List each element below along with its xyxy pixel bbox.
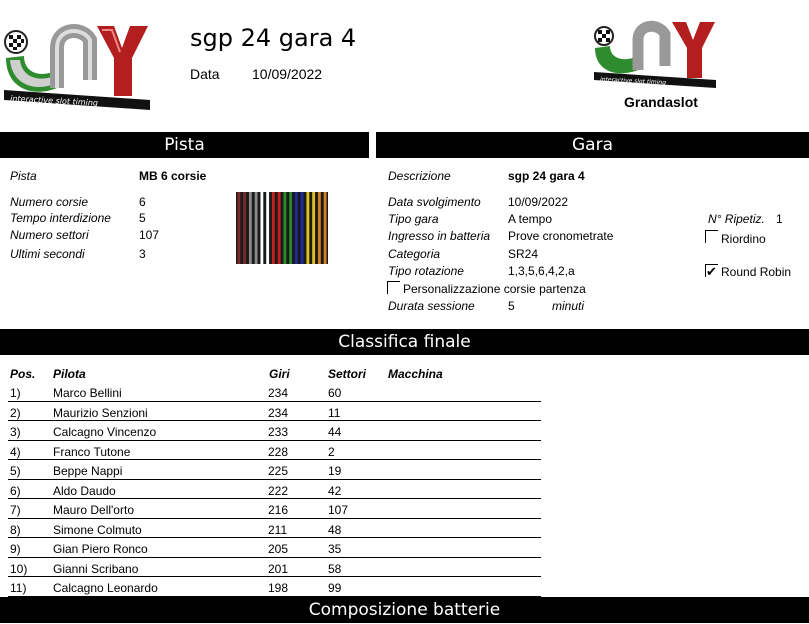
logo-left [2,8,152,112]
cell-pos: 6) [10,483,21,498]
organizer-name: Grandaslot [624,94,698,110]
cell-pilota: Mauro Dell'orto [53,503,134,517]
col-giri-header: Giri [269,367,290,381]
cell-pilota: Calcagno Vincenzo [53,425,157,439]
lane-stripe [324,192,327,264]
numero-settori-label: Numero settori [10,228,89,242]
lane-stripe [289,192,292,264]
cell-pilota: Marco Bellini [53,386,122,400]
lane-stripe [260,192,263,264]
numero-corsie-label: Numero corsie [10,195,89,209]
batterie-heading: Composizione batterie [0,597,809,623]
table-row [8,382,541,402]
data-svolgimento-label: Data svolgimento [388,195,481,209]
tipo-gara-label: Tipo gara [388,212,439,226]
table-row [8,499,541,519]
descrizione-value: sgp 24 gara 4 [508,169,585,183]
durata-sessione-value: 5 [508,299,515,313]
cell-settori: 58 [328,561,342,576]
table-row [8,421,541,441]
cell-pilota: Gian Piero Ronco [53,542,148,556]
col-settori-header: Settori [328,367,367,381]
lane-stripe [243,192,246,264]
cell-pos: 4) [10,444,21,459]
cell-pilota: Simone Colmuto [53,522,142,537]
report-title: sgp 24 gara 4 [190,24,357,52]
cell-pos: 11) [10,581,27,595]
numero-settori-value: 107 [139,228,160,242]
track-lanes-image [236,192,328,264]
lane-stripe [272,192,275,264]
ingresso-batteria-label: Ingresso in batteria [388,229,491,243]
ultimi-secondi-value: 3 [139,247,146,261]
cell-pos: 10) [10,561,28,576]
round-robin-label: Round Robin [721,265,792,279]
categoria-label: Categoria [388,247,441,261]
col-pilota-header: Pilota [53,367,86,381]
lane-stripe [306,192,309,264]
table-row [8,402,541,422]
table-row [8,480,541,500]
pista-heading: Pista [0,132,369,158]
cell-settori: 44 [328,425,342,439]
cell-settori: 19 [328,464,342,478]
lane-stripe [295,192,298,264]
cell-giri: 205 [268,542,289,556]
ultimi-secondi-label: Ultimi secondi [10,247,85,261]
cell-pilota: Franco Tutone [53,444,131,459]
tempo-interdizione-value: 5 [139,211,146,225]
ripetiz-label: N° Ripetiz. [708,212,765,226]
cell-pos: 9) [10,542,21,556]
pista-name-value: MB 6 corsie [139,169,207,183]
durata-sessione-label: Durata sessione [388,299,475,313]
cell-giri: 201 [268,561,289,576]
cell-settori: 11 [328,405,341,420]
lane-stripe [278,192,281,264]
categoria-value: SR24 [508,247,539,261]
riordino-checkbox[interactable] [705,230,718,243]
table-row [8,538,541,558]
cell-pos: 2) [10,405,21,420]
data-svolgimento-value: 10/09/2022 [508,195,569,209]
lane-stripe [249,192,252,264]
logo-right [590,10,720,90]
cell-giri: 225 [268,464,289,478]
logo-tagline: interactive slot timing [9,94,99,108]
table-row [8,558,541,578]
numero-corsie-value: 6 [139,195,146,209]
cell-pilota: Gianni Scribano [53,561,139,576]
tipo-gara-value: A tempo [508,212,553,226]
cell-giri: 228 [268,444,289,459]
check-icon: ✔ [706,264,717,279]
cell-giri: 198 [268,581,289,595]
gara-heading: Gara [376,132,809,158]
personalizzazione-label: Personalizzazione corsie partenza [403,282,586,296]
ripetiz-value: 1 [776,212,783,226]
lane-stripe [301,192,304,264]
cell-settori: 42 [328,483,342,498]
cell-giri: 216 [268,503,289,517]
tempo-interdizione-label: Tempo interdizione [10,211,111,225]
tipo-rotazione-value: 1,3,5,6,4,2,a [508,264,575,278]
date-label: Data [190,66,220,82]
cell-settori: 60 [328,386,342,400]
cell-settori: 99 [328,581,342,595]
cell-pos: 3) [10,425,21,439]
cell-giri: 222 [268,483,289,498]
date-value: 10/09/2022 [252,66,323,82]
lane-stripe [318,192,321,264]
classifica-heading: Classifica finale [0,329,809,355]
cell-pos: 8) [10,522,21,537]
cell-pilota: Aldo Daudo [53,483,116,498]
cell-giri: 211 [268,522,288,537]
lane-stripe [312,192,315,264]
lane-stripe [283,192,286,264]
cell-settori: 48 [328,522,342,537]
riordino-label: Riordino [721,232,766,246]
cell-giri: 234 [268,386,289,400]
durata-sessione-unit: minuti [552,299,585,313]
cell-pos: 1) [10,386,21,400]
ingresso-batteria-value: Prove cronometrate [508,229,614,243]
table-row [8,577,541,597]
col-macchina-header: Macchina [388,367,443,381]
logo-right-tagline: interactive slot timing [599,76,667,87]
cell-pilota: Beppe Nappi [53,464,123,478]
table-row [8,460,541,480]
col-pos-header: Pos. [10,367,36,381]
lane-stripe [237,192,240,264]
table-row [8,519,541,539]
table-row [8,441,541,461]
cell-settori: 107 [328,503,349,517]
cell-giri: 234 [268,405,289,420]
pista-name-label: Pista [10,169,37,183]
cell-settori: 2 [328,444,335,459]
tipo-rotazione-label: Tipo rotazione [388,264,464,278]
cell-giri: 233 [268,425,289,439]
descrizione-label: Descrizione [388,169,451,183]
cell-pos: 5) [10,464,21,478]
lane-stripe [255,192,258,264]
cell-pilota: Calcagno Leonardo [53,581,158,595]
cell-settori: 35 [328,542,342,556]
personalizzazione-checkbox[interactable] [387,281,400,294]
cell-pos: 7) [10,503,21,517]
cell-pilota: Maurizio Senzioni [53,405,148,420]
lane-stripe [266,192,269,264]
